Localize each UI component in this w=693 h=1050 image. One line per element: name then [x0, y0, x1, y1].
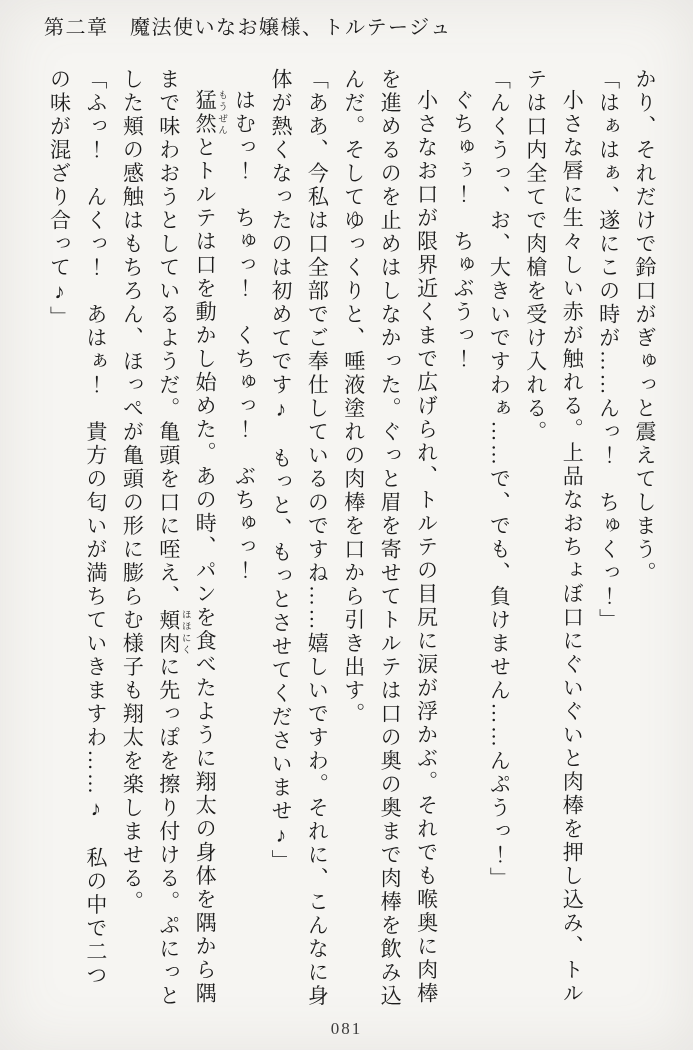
page-number: 081 — [330, 1019, 363, 1038]
paragraph: 猛然 もうぜんとトルテは口を動かし始めた。あの時、パンを食べたように翔太の身体を隅から隅まで味わおうとしているようだ。亀頭を口に咥え、頬肉 ほほにくに先っぽを擦り付ける。ぷにっとした頬の感触はもちろん、ほっぺが亀頭の形に膨らむ様子も翔太を楽しませる。 — [120, 68, 227, 1008]
ruby-annotated-word: 猛然 もうぜん — [193, 89, 227, 136]
paragraph: 小さなお口が限界近くまで広げられ、トルテの目尻に涙が浮かぶ。それでも喉奥に肉棒を進めるのを止めはしなかった。ぐっと眉を寄せてトルテは口の奥の奥まで肉棒を飲み込んだ。そしてゆっくりと、唾液塗れの肉棒を口から引き出す。 — [341, 68, 439, 1008]
paragraph: はむっ！ ちゅっ！ くちゅっ！ ぶちゅっ！ — [232, 89, 257, 583]
text-body — [39, 68, 663, 1010]
paragraph: 「はぁはぁ、遂にこの時が……んっ！ ちゅくっ！」 — [596, 68, 621, 632]
paragraph: かり、それだけで鈴口がぎゅっと震えてしまう。 — [633, 68, 657, 585]
ruby-annotated-word: 頬肉 ほほにく — [156, 608, 190, 656]
chapter-header: 第二章 魔法使いなお嬢様、トルテージュ — [44, 17, 452, 39]
paragraph: 「ああ、今私は口全部でご奉仕しているのですね……嬉しいですわ。それに、こんなに身体が熱くなったのは初めてです♪ もっと、もっとさせてくださいませ♪」 — [268, 68, 330, 1008]
paragraph: ぐちゅぅ！ ちゅぶうっ！ — [450, 89, 475, 371]
paragraph: 「ふっ！ んくっ！ あはぁ！ 貴方の匂いが満ちていきますわ……♪ 私の中で二つの味が混ざり合って♪」 — [47, 68, 108, 988]
paragraph: 小さな唇に生々しい赤が触れる。上品なおちょぼ口にぐいぐいと肉棒を押し込み、トルテは口内全てで肉槍を受け入れる。 — [523, 68, 585, 1006]
paragraph: 「んくうっ、お、大きいですわぁ……で、でも、負けません……んぷうっ！」 — [487, 68, 512, 891]
